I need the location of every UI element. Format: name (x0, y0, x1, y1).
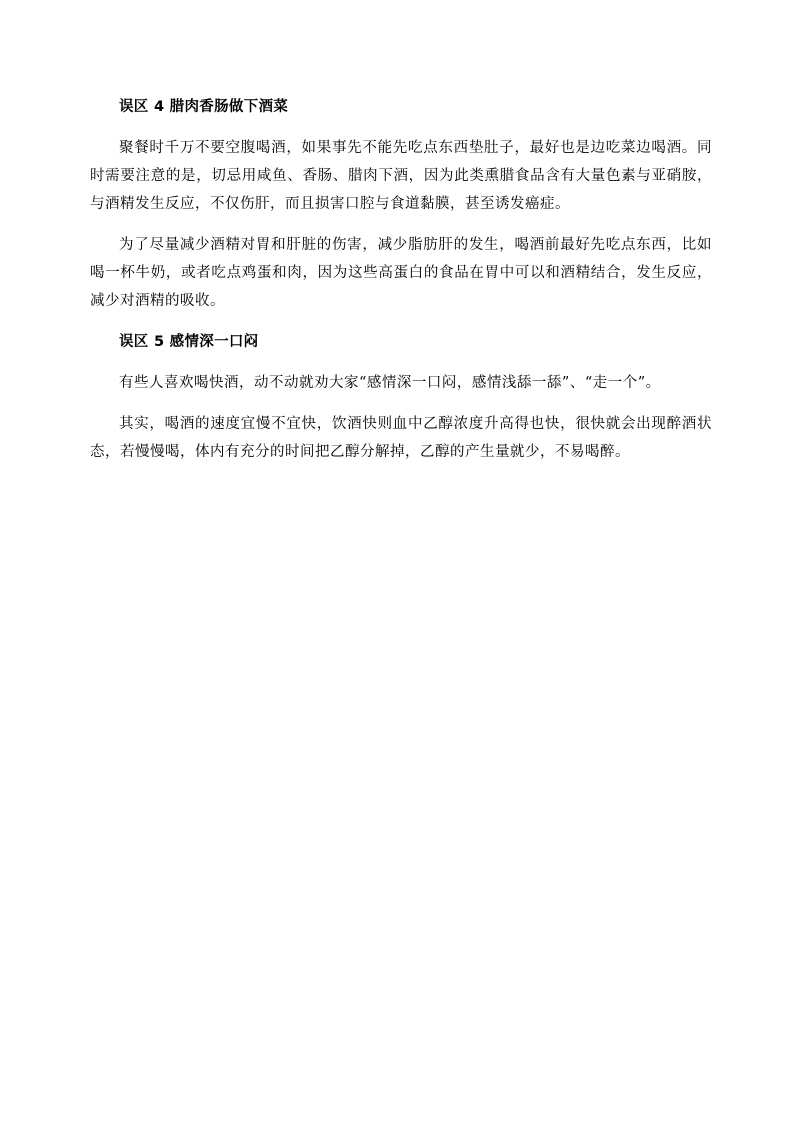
paragraph: 有些人喜欢喝快酒，动不动就劝大家“感情深一口闷，感情浅舔一舔”、“走一个”。 (119, 375, 661, 391)
section-misconception-5 (90, 328, 712, 466)
section-heading: 误区 5 感情深一口闷 (119, 334, 259, 350)
section-misconception-4 (90, 93, 712, 315)
section-heading: 误区 4 腊肉香肠做下酒菜 (119, 99, 289, 115)
document-page (90, 93, 712, 479)
paragraph: 其实，喝酒的速度宜慢不宜快，饮酒快则血中乙醇浓度升高得也快，很快就会出现醉酒状态，若慢慢喝，体内有充分的时间把乙醇分解掉，乙醇的产生量就少，不易喝醉。 (90, 416, 712, 460)
paragraph: 为了尽量减少酒精对胃和肝脏的伤害，减少脂肪肝的发生，喝酒前最好先吃点东西，比如喝一杯牛奶，或者吃点鸡蛋和肉，因为这些高蛋白的食品在胃中可以和酒精结合，发生反应，减少对酒精的吸收。 (90, 237, 712, 309)
paragraph: 聚餐时千万不要空腹喝酒，如果事先不能先吃点东西垫肚子，最好也是边吃菜边喝酒。同时需要注意的是，切忌用咸鱼、香肠、腊肉下酒，因为此类熏腊食品含有大量色素与亚硝胺，与酒精发生反应，不仅伤肝，而且损害口腔与食道黏膜，甚至诱发癌症。 (90, 140, 712, 212)
